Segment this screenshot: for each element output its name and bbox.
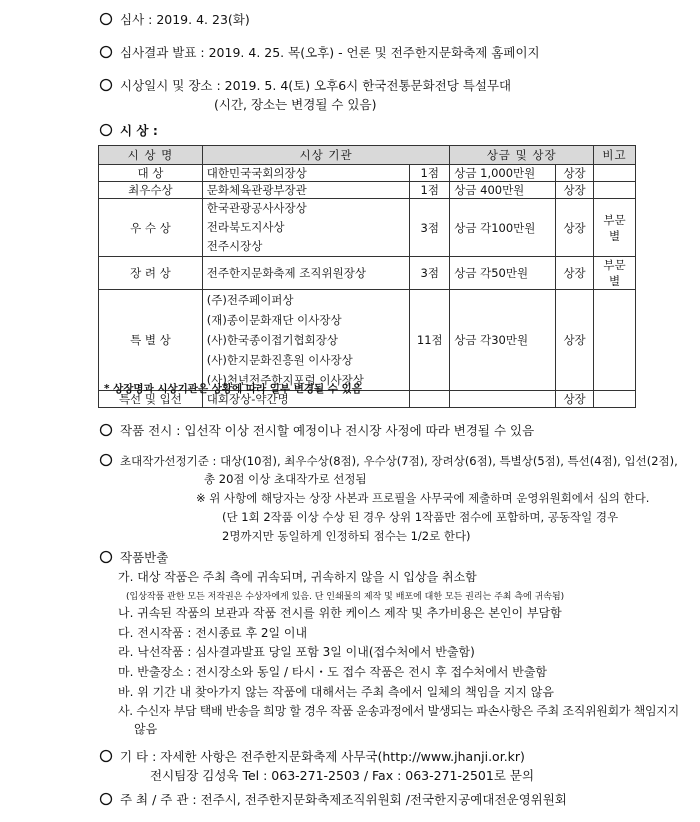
table-row: 우 수 상 한국관광공사사장상 전라북도지사상 전주시장상 3점 상금 각100만원 상장 부문별 [99,199,636,257]
section-awards-title: 시 상 : [98,121,158,139]
list-item: 바. 위 기간 내 찾아가지 않는 작품에 대해서는 주최 측에서 일체의 책임을 지지 않음 [118,685,554,699]
awards-table [98,145,636,408]
table-row: 장 려 상 전주한지문화축제 조직위원장상 3점 상금 각50만원 상장 부문별 [99,257,636,290]
list-item-continued: 않음 [134,722,158,736]
list-item: 마. 반출장소 : 전시장소와 동일 / 타시・도 접수 작품은 전시 후 접수처에서 반출함 [118,665,548,679]
section-etc: 기 타 : 자세한 사항은 전주한지문화축제 사무국(http://www.jhanji.or.kr) [98,747,525,765]
circle-bullet-icon [98,791,114,807]
criteria-note3: 2명까지만 동일하게 인정하되 점수는 1/2로 한다) [222,529,471,543]
list-item: 다. 전시작품 : 전시종료 후 2일 이내 [118,626,308,640]
section-exhibition: 작품 전시 : 입선작 이상 전시할 예정이나 전시장 사정에 따라 변경될 수 있음 [98,421,534,439]
header-prize: 상금 및 상장 [450,146,594,165]
section-exam-date: 심사 : 2019. 4. 23(화) [98,10,250,28]
header-note: 비고 [594,146,636,165]
criteria-note: ※ 위 사항에 해당자는 상장 사본과 프로필을 사무국에 제출하며 운영위원회에서 심의 한다. [196,491,650,505]
table-row: 대 상 대한민국국회의장상 1점 상금 1,000만원 상장 [99,165,636,182]
list-item-note: (입상작품 관한 모든 저작권은 수상자에게 있음. 단 인쇄물의 제작 및 배포에 대한 모든 권리는 주최 측에 귀속됨) [126,592,565,602]
table-footnote: * 상장명과 시상기관은 상황에 따라 일부 변경될 수 있음 [104,383,362,395]
table-header-row [99,146,636,165]
list-item: 사. 수신자 부담 택배 반송을 희망 할 경우 작품 운송과정에서 발생되는 파손사항은 주최 조직위원회가 책임지지 [118,704,679,718]
list-item: 가. 대상 작품은 주최 측에 귀속되며, 귀속하지 않을 시 입상을 취소함 [118,570,477,584]
section-organizers: 주 최 / 주 관 : 전주시, 전주한지문화축제조직위원회 /전국한지공예대전운영위원회 [98,790,567,808]
circle-bullet-icon [98,422,114,438]
header-award-name: 시 상 명 [99,146,203,165]
circle-bullet-icon [98,77,114,93]
ceremony-note: (시간, 장소는 변경될 수 있음) [214,97,377,112]
circle-bullet-icon [98,122,114,138]
circle-bullet-icon [98,11,114,27]
section-work-return: 작품반출 [98,548,168,566]
circle-bullet-icon [98,452,114,468]
list-item: 라. 낙선작품 : 심사결과발표 당일 포함 3일 이내(접수처에서 반출함) [118,645,475,659]
contact-line: 전시팀장 김성욱 Tel : 063-271-2503 / Fax : 063-271-2501로 문의 [150,768,535,783]
circle-bullet-icon [98,549,114,565]
circle-bullet-icon [98,44,114,60]
criteria-note2: (단 1회 2작품 이상 수상 된 경우 상위 1작품만 점수에 포함하며, 공동작일 경우 [222,510,619,524]
table-row: 최우수상 문화체육관광부장관 1점 상금 400만원 상장 [99,182,636,199]
table-row: 특선 및 입선 대회장상-약간명 상장 [99,391,636,408]
list-item: 나. 귀속된 작품의 보관과 작품 전시를 위한 케이스 제작 및 추가비용은 본인이 부담함 [118,606,562,620]
criteria-line2: 총 20점 이상 초대작가로 선정됨 [204,472,367,486]
section-result-announcement: 심사결과 발표 : 2019. 4. 25. 목(오후) - 언론 및 전주한지문화축제 홈페이지 [98,43,540,61]
section-ceremony: 시상일시 및 장소 : 2019. 5. 4(토) 오후6시 한국전통문화전당 특설무대 [98,76,511,94]
circle-bullet-icon [98,748,114,764]
header-org: 시상 기관 [202,146,449,165]
table-row: 특 별 상 (주)전주페이퍼상 (재)종이문화재단 이사장상 (사)한국종이접기협회장상 (사)한지문화진흥원 이사장상 (사)천년전주한지포럼 이사장상 11점 상금 각30만원 상장 [99,290,636,391]
section-invited-artist-criteria: 초대작가선정기준 : 대상(10점), 최우수상(8점), 우수상(7점), 장려상(6점), 특별상(5점), 특선(4점), 입선(2점), [98,452,678,469]
